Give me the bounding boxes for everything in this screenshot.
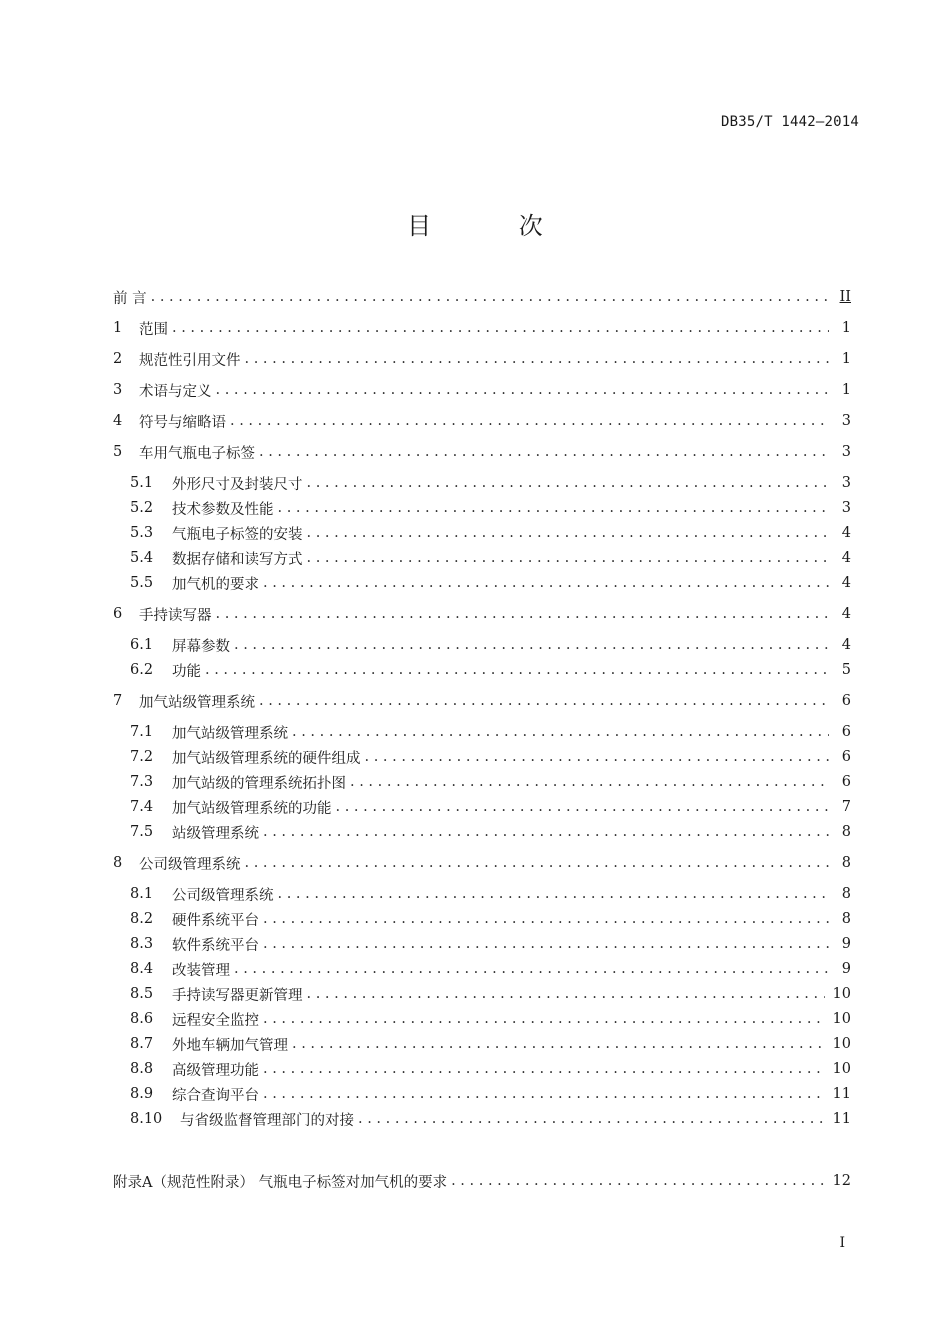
toc-entry-page: 4 [841,550,851,566]
toc-entry-page: 7 [841,799,851,815]
toc-entry-page: 11 [832,1086,851,1102]
toc-entry-title: 手持读写器更新管理 [172,987,303,1004]
toc-dot-leader [263,821,829,843]
page-number: I [839,1235,845,1251]
toc-entry-number: 6.2 [130,662,154,678]
toc-entry-number: 8.3 [130,936,154,952]
toc-dot-leader [278,883,830,905]
toc-entry-number: 8 [113,855,123,871]
toc-entry-number: 7.1 [130,724,154,740]
toc-entry-title: 附录A（规范性附录） 气瓶电子标签对加气机的要求 [113,1174,448,1191]
toc-entry-number: 5.3 [130,525,154,541]
toc-entry[interactable] [113,317,851,339]
toc-entry-number: 7.4 [130,799,154,815]
toc-entry-page: 6 [841,693,851,709]
toc-entry[interactable] [113,1170,851,1192]
toc-entry-page: 1 [841,382,851,398]
toc-entry-title: 公司级管理系统 [139,856,241,873]
toc-entry-number: 7.3 [130,774,154,790]
toc-entry-number: 2 [113,351,123,367]
toc-entry-number: 8.4 [130,961,154,977]
toc-entry[interactable] [113,603,851,625]
toc-entry[interactable] [130,771,851,793]
toc-dot-leader [263,1008,825,1030]
toc-entry-title: 车用气瓶电子标签 [139,445,255,462]
toc-entry-page: 10 [832,1061,851,1077]
toc-entry-title: 站级管理系统 [172,825,259,842]
toc-dot-leader [263,933,829,955]
toc-entry[interactable] [130,908,851,930]
toc-entry-page: 11 [832,1111,851,1127]
toc-entry[interactable] [130,721,851,743]
toc-entry-number: 5.2 [130,500,154,516]
toc-entry-page: 1 [841,320,851,336]
toc-entry-number: 6 [113,606,123,622]
toc-entry-page: 4 [841,637,851,653]
toc-entry-title: 技术参数及性能 [172,501,274,518]
toc-entry[interactable] [130,1108,851,1130]
toc-dot-leader [172,317,829,339]
toc-entry-number: 8.1 [130,886,154,902]
toc-entry-number: 8.6 [130,1011,154,1027]
toc-dot-leader [278,497,830,519]
toc-entry[interactable] [130,1033,851,1055]
toc-entry[interactable] [130,958,851,980]
toc-dot-leader [216,379,830,401]
toc-entry[interactable] [130,983,851,1005]
toc-entry-page: 6 [841,749,851,765]
toc-entry[interactable] [130,796,851,818]
toc-entry-title: 软件系统平台 [172,937,259,954]
toc-entry[interactable] [113,286,851,308]
toc-entry-number: 8.2 [130,911,154,927]
toc-entry-number: 8.5 [130,986,154,1002]
toc-entry-title: 规范性引用文件 [139,352,241,369]
toc-entry[interactable] [130,883,851,905]
toc-dot-leader [259,441,829,463]
toc-entry-number: 5.1 [130,475,154,491]
toc-entry-number: 7.5 [130,824,154,840]
toc-entry-page: 9 [841,936,851,952]
toc-entry[interactable] [130,746,851,768]
toc-dot-leader [234,958,829,980]
toc-entry-page: 3 [841,444,851,460]
toc-dot-leader [216,603,830,625]
toc-entry-title: 加气站级的管理系统拓扑图 [172,775,346,792]
toc-dot-leader [259,690,829,712]
toc-dot-leader [365,746,830,768]
toc-entry-page: 8 [841,824,851,840]
toc-dot-leader [230,410,829,432]
toc-dot-leader [263,572,829,594]
toc-dot-leader [307,522,830,544]
toc-entry-page: II [839,289,851,305]
toc-entry-page: 12 [832,1173,851,1189]
toc-entry-title: 加气站级管理系统的硬件组成 [172,750,361,767]
toc-entry-page: 10 [832,986,851,1002]
toc-dot-leader [307,983,825,1005]
toc-entry-page: 5 [841,662,851,678]
toc-entry-title: 加气站级管理系统 [139,694,255,711]
toc-entry-page: 4 [841,606,851,622]
toc-entry-number: 7 [113,693,123,709]
toc-dot-leader [234,634,829,656]
toc-entry-title: 数据存储和读写方式 [172,551,303,568]
toc-entry-page: 9 [841,961,851,977]
toc-entry-page: 10 [832,1036,851,1052]
toc-entry[interactable] [130,522,851,544]
toc-dot-leader [263,908,829,930]
toc-dot-leader [350,771,829,793]
toc-entry-page: 8 [841,886,851,902]
toc-entry-title: 外形尺寸及封装尺寸 [172,476,303,493]
toc-entry-number: 5.4 [130,550,154,566]
toc-entry[interactable] [130,1058,851,1080]
document-code: DB35/T 1442—2014 [720,114,859,130]
toc-entry-page: 8 [841,911,851,927]
toc-dot-leader [307,472,830,494]
toc-dot-leader [245,348,830,370]
toc-dot-leader [451,1170,824,1192]
toc-entry-title: 加气机的要求 [172,576,259,593]
toc-entry-title: 功能 [172,663,201,680]
toc-entry-page: 3 [841,413,851,429]
page-title: 目 次 [407,212,583,240]
toc-dot-leader [336,796,830,818]
toc-entry-number: 1 [113,320,123,336]
toc-entry-number: 8.8 [130,1061,154,1077]
toc-entry-number: 5.5 [130,575,154,591]
toc-entry-page: 4 [841,575,851,591]
toc-entry[interactable] [130,659,851,681]
toc-entry[interactable] [130,634,851,656]
toc-entry-title: 术语与定义 [139,383,212,400]
toc-entry-page: 1 [841,351,851,367]
toc-entry[interactable] [130,933,851,955]
toc-entry-title: 气瓶电子标签的安装 [172,526,303,543]
toc-dot-leader [263,1083,825,1105]
toc-entry-title: 前 言 [113,290,147,307]
toc-entry-title: 加气站级管理系统的功能 [172,800,332,817]
toc-entry[interactable] [130,472,851,494]
toc-entry[interactable] [130,1083,851,1105]
toc-entry-number: 8.7 [130,1036,154,1052]
toc-dot-leader [358,1108,825,1130]
toc-entry[interactable] [113,348,851,370]
toc-dot-leader [151,286,829,308]
toc-entry[interactable] [113,852,851,874]
toc-dot-leader [307,547,830,569]
toc-entry-page: 3 [841,500,851,516]
toc-entry-title: 屏幕参数 [172,638,230,655]
toc-entry-number: 5 [113,444,123,460]
toc-entry-number: 8.10 [130,1111,163,1127]
toc-entry[interactable] [130,821,851,843]
toc-entry-page: 8 [841,855,851,871]
toc-entry[interactable] [113,441,851,463]
toc-entry-number: 8.9 [130,1086,154,1102]
toc-entry-page: 4 [841,525,851,541]
toc-entry[interactable] [113,690,851,712]
toc-entry-title: 综合查询平台 [172,1087,259,1104]
toc-entry-title: 外地车辆加气管理 [172,1037,288,1054]
toc-entry-title: 远程安全监控 [172,1012,259,1029]
toc-entry-number: 6.1 [130,637,154,653]
toc-entry-title: 公司级管理系统 [172,887,274,904]
toc-entry-title: 范围 [139,321,168,338]
toc-entry-title: 硬件系统平台 [172,912,259,929]
toc-entry[interactable] [130,547,851,569]
toc-entry-page: 10 [832,1011,851,1027]
toc-entry-number: 4 [113,413,123,429]
toc-dot-leader [292,1033,825,1055]
toc-entry-title: 改装管理 [172,962,230,979]
toc-entry-title: 手持读写器 [139,607,212,624]
toc-entry-page: 6 [841,724,851,740]
toc-dot-leader [263,1058,825,1080]
toc-entry[interactable] [113,410,851,432]
toc-dot-leader [205,659,829,681]
toc-entry-title: 符号与缩略语 [139,414,226,431]
toc-entry-page: 6 [841,774,851,790]
toc-entry[interactable] [130,572,851,594]
toc-entry-number: 3 [113,382,123,398]
toc-dot-leader [292,721,829,743]
toc-entry-title: 与省级监督管理部门的对接 [180,1112,354,1129]
toc-entry-number: 7.2 [130,749,154,765]
toc-entry[interactable] [130,1008,851,1030]
toc-dot-leader [245,852,830,874]
toc-entry-page: 3 [841,475,851,491]
toc-entry[interactable] [113,379,851,401]
toc-entry-title: 加气站级管理系统 [172,725,288,742]
toc-entry[interactable] [130,497,851,519]
toc-entry-title: 高级管理功能 [172,1062,259,1079]
